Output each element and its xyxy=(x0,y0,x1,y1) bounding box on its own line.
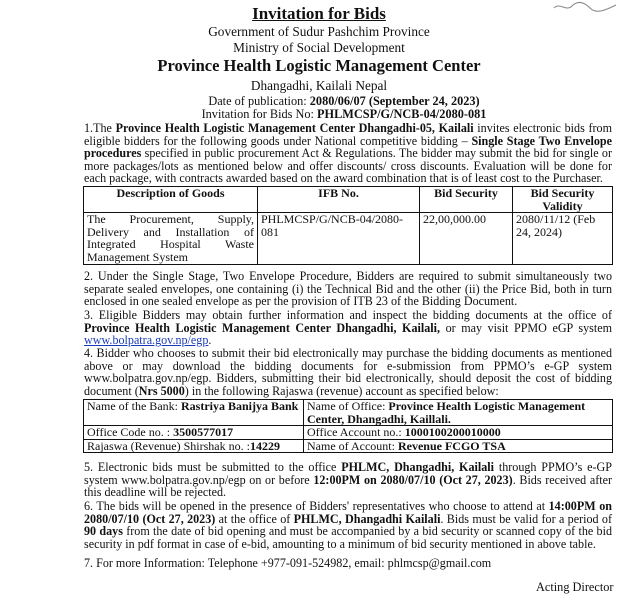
paragraph-1: 1.The Province Health Logistic Management Center Dhangadhi-05, Kailali invites electronic bids from eligible bidders for the following goods under National competitive bidding – Single Stage Two Envelope procedures specified in public procurement Act & Regulations. The bidder may submit the bid for single or more packages/lots as mentioned below and offer discounts/ cross discounts. Evaluation will be done for each package, with contracts awarded based on the award combination that is of least cost to the Purchaser. xyxy=(84,121,612,186)
table-row xyxy=(84,400,613,426)
office-code: Office Code no. : 3500577017 xyxy=(84,426,304,440)
paragraph-5: 5. Electronic bids must be submitted to the office PHLMC, Dhangadhi, Kailali through PPMO’s e-GP system www.bolpatra.gov.np/egp on or before 12:00PM on 2080/07/10 (Oct 27, 2023). Bids received after this deadline will be rejected. xyxy=(84,460,612,500)
location-line: Dhangadhi, Kailali Nepal xyxy=(250,78,388,93)
table-row xyxy=(84,439,613,453)
goods-validity: 2080/11/12 (Feb 24, 2024) xyxy=(513,213,613,265)
paragraph-4: 4. Bidder who chooses to submit their bid electronically may purchase the bidding documents as mentioned above or may download the bidding documents for e-submission from PPMO’s e-GP system www.bolpatra.gov.np/egp. Bidders, submitting their bid electronically, should deposit the cost of bidding document (Nrs 5000) in the following Rajaswa (revenue) account as specified below: xyxy=(84,346,612,398)
signature: Acting Director xyxy=(536,580,614,594)
paragraph-2: 2. Under the Single Stage, Two Envelope Procedure, Bidders are required to submit simultaneously two separate sealed envelopes, one containing (i) the Technical Bid and the other (ii) the Price Bid, both in turn enclosed in one sealed envelope as per the provision of ITB 23 of the Bidding Document. xyxy=(84,269,612,309)
table-row xyxy=(84,426,613,440)
paragraph-3: 3. Eligible Bidders may obtain further information and inspect the bidding documents at the office of Province Health Logistic Management Center Dhangadhi, Kailali, or may visit PPMO eGP system www.bolpatra.gov.np/egp. xyxy=(84,308,612,348)
government-line: Government of Sudur Pashchim Province xyxy=(208,24,430,39)
header-validity: Bid Security Validity xyxy=(513,187,613,213)
ministry-line: Ministry of Social Development xyxy=(233,40,405,55)
ifb-number-line: Invitation for Bids No: PHLMCSP/G/NCB-04/2080-081 xyxy=(201,107,487,121)
egp-link[interactable]: www.bolpatra.gov.np/egp xyxy=(84,333,209,348)
account-name: Name of Account: Revenue FCGO TSA xyxy=(304,439,613,453)
goods-ifb: PHLMCSP/G/NCB-04/2080-081 xyxy=(258,213,420,265)
bank-name: Name of the Bank: Rastriya Banijya Bank xyxy=(84,400,304,426)
office-account: Office Account no.: 1000100200010000 xyxy=(304,426,613,440)
header-description: Description of Goods xyxy=(84,187,258,213)
publication-date: Date of publication: 2080/06/07 (September 24, 2023) xyxy=(208,94,480,108)
goods-table xyxy=(83,186,613,265)
paragraph-7: 7. For more Information: Telephone +977-091-524982, email: phlmcsp@gmail.com xyxy=(84,556,492,570)
table-row xyxy=(84,213,613,265)
paragraph-6: 6. The bids will be opened in the presence of Bidders' representatives who choose to attend at 14:00PM on 2080/07/10 (Oct 27, 2023) at the office of PHLMC, Dhangadhi Kailali. Bids must be valid for a period of 90 days from the date of bid opening and must be accompanied by a bid security or scanned copy of the bid security in pdf format in case of e-bid, amounting to a minimum of bid security mentioned in above table. xyxy=(84,499,612,551)
revenue-shirshak: Rajaswa (Revenue) Shirshak no. :14229 xyxy=(84,439,304,453)
notice-title: Invitation for Bids xyxy=(252,4,386,23)
goods-table-header xyxy=(84,187,613,213)
center-name: Province Health Logistic Management Center xyxy=(157,56,481,75)
office-name: Name of Office: Province Health Logistic Management Center, Dhangadhi, Kaillali. xyxy=(304,400,613,426)
goods-description: The Procurement, Supply, Delivery and Installation of Integrated Hospital Waste Management System xyxy=(84,213,258,265)
bank-table xyxy=(83,399,613,453)
header-security: Bid Security xyxy=(420,187,513,213)
goods-bid-security: 22,00,000.00 xyxy=(420,213,513,265)
header-ifb: IFB No. xyxy=(258,187,420,213)
